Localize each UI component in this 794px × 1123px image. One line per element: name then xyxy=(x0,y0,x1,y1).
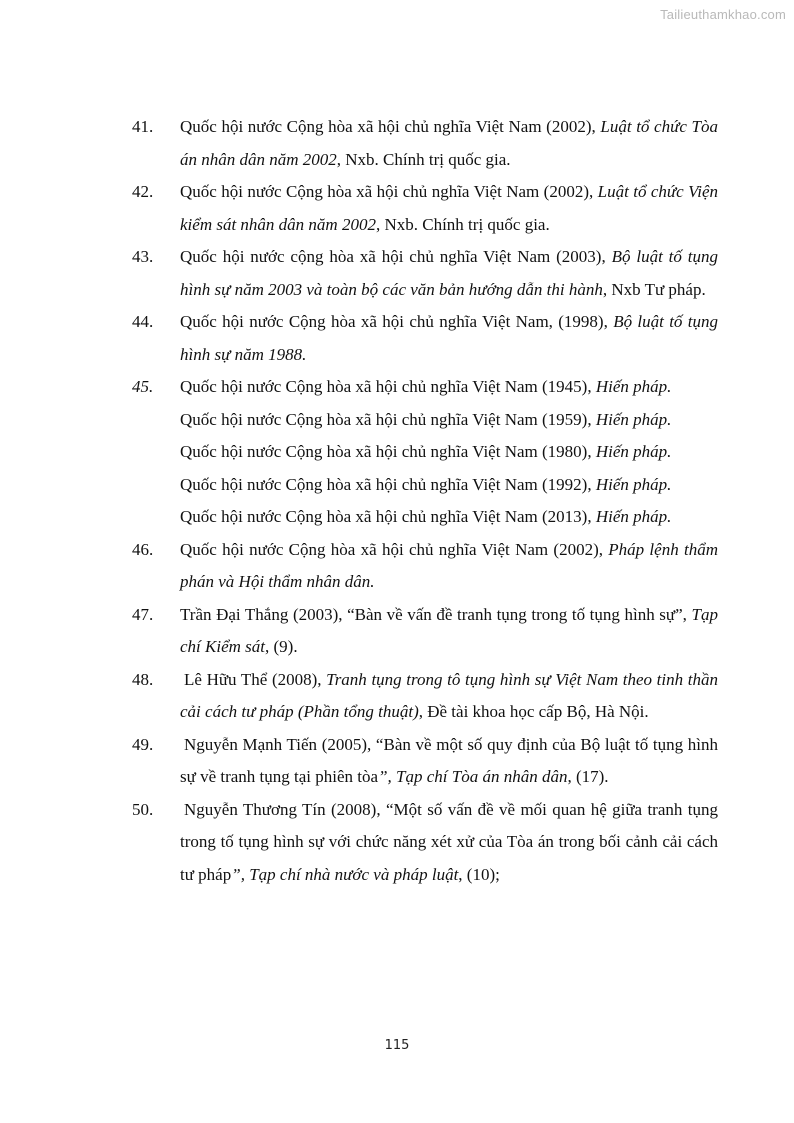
reference-author: Quốc hội nước Cộng hòa xã hội chủ nghĩa Việt Nam (1959), xyxy=(180,409,596,429)
reference-number: 43. xyxy=(132,247,154,266)
reference-publisher: , (10); xyxy=(458,864,500,884)
reference-number: 46. xyxy=(132,539,154,559)
reference-title: Luật tổ chức Viện kiểm sát nhân dân năm 2002 xyxy=(180,182,718,234)
reference-publisher: , (9). xyxy=(265,637,298,656)
reference-number: 48. xyxy=(132,669,154,689)
reference-title: Bộ luật tố tụng hình sự năm 2003 và toàn bộ các văn bản hướng dẫn thi hành xyxy=(180,247,718,299)
reference-number: 42. xyxy=(132,182,154,201)
reference-author: Quốc hội nước Cộng hòa xã hội chủ nghĩa Việt Nam, (1998), xyxy=(180,312,614,331)
reference-item-44 xyxy=(0,306,718,371)
reference-author: Lê Hữu Thể (2008), xyxy=(184,669,327,689)
reference-item-43 xyxy=(0,241,718,306)
reference-item-50 xyxy=(0,794,718,892)
reference-title: Hiến pháp. xyxy=(595,377,672,396)
constitution-line xyxy=(180,501,718,534)
reference-author: Quốc hội nước Cộng hòa xã hội chủ nghĩa Việt Nam (2002), xyxy=(180,539,609,559)
reference-author: Nguyễn Thương Tín (2008), “Một số vấn đề về mối quan hệ giữa tranh tụng trong tố tụng hình sự với chức năng xét xử của Tòa án trong bối cảnh cải cách tư pháp xyxy=(180,799,718,884)
page-number: 115 xyxy=(384,1038,410,1053)
reference-title: Pháp lệnh thẩm phán và Hội thẩm nhân dân. xyxy=(180,539,718,591)
reference-title: ”, Tạp chí Tòa án nhân dân xyxy=(378,767,568,786)
reference-author: Quốc hội nước Cộng hòa xã hội chủ nghĩa Việt Nam (2002), xyxy=(180,182,598,201)
reference-number: 44. xyxy=(132,312,154,331)
reference-item-42 xyxy=(0,176,718,241)
reference-number: 41. xyxy=(132,117,154,136)
reference-item-46 xyxy=(0,534,718,599)
reference-title: Bộ luật tố tụng hình sự năm 1988. xyxy=(180,312,718,364)
reference-title: Luật tổ chức Tòa án nhân dân năm 2002 xyxy=(180,117,718,169)
reference-number: 47. xyxy=(132,604,154,624)
reference-author: Nguyễn Mạnh Tiến (2005), “Bàn về một số quy định của Bộ luật tố tụng hình sự về tranh tụng tại phiên tòa xyxy=(180,734,718,786)
reference-number: 45. xyxy=(132,377,154,396)
reference-author: Quốc hội nước Cộng hòa xã hội chủ nghĩa Việt Nam (1992), xyxy=(180,474,596,494)
reference-publisher: , Nxb Tư pháp. xyxy=(602,279,706,299)
watermark-text: Tailieuthamkhao.com xyxy=(660,7,786,22)
constitution-line xyxy=(180,469,718,502)
reference-item-48 xyxy=(0,664,718,729)
reference-author: Quốc hội nước Cộng hòa xã hội chủ nghĩa Việt Nam (1980), xyxy=(180,442,596,461)
reference-author: Quốc hội nước Cộng hòa xã hội chủ nghĩa Việt Nam (2002), xyxy=(180,117,601,136)
reference-author: Quốc hội nước cộng hòa xã hội chủ nghĩa Việt Nam (2003), xyxy=(180,247,612,266)
reference-item-45 xyxy=(0,371,718,534)
reference-author: Quốc hội nước Cộng hòa xã hội chủ nghĩa Việt Nam (2013), xyxy=(180,507,596,526)
reference-title: Hiến pháp. xyxy=(595,442,672,461)
constitution-line xyxy=(180,371,718,404)
constitution-line xyxy=(180,404,718,437)
reference-publisher: , Đề tài khoa học cấp Bộ, Hà Nội. xyxy=(418,702,649,721)
reference-title: Hiến pháp. xyxy=(595,474,672,494)
reference-author: Quốc hội nước Cộng hòa xã hội chủ nghĩa Việt Nam (1945), xyxy=(180,377,596,396)
reference-item-49 xyxy=(0,729,718,794)
reference-title: Tạp chí Kiểm sát xyxy=(180,604,718,656)
reference-title: Hiến pháp. xyxy=(595,409,672,429)
reference-title: Tranh tụng trong tô tụng hình sự Việt Nam theo tinh thần cải cách tư pháp (Phần tổng thuật) xyxy=(180,669,718,721)
reference-publisher: , Nxb. Chính trị quốc gia. xyxy=(336,149,511,169)
reference-number: 49. xyxy=(132,734,154,754)
reference-item-41 xyxy=(0,111,718,176)
reference-publisher: , Nxb. Chính trị quốc gia. xyxy=(375,214,550,234)
reference-publisher: , (17). xyxy=(567,767,609,786)
reference-list xyxy=(0,111,794,891)
reference-title: ”, Tạp chí nhà nước và pháp luật xyxy=(231,864,459,884)
reference-title: Hiến pháp. xyxy=(595,507,672,526)
reference-author: Trần Đại Thắng (2003), “Bàn về vấn đề tranh tụng trong tố tụng hình sự”, xyxy=(180,604,692,624)
constitution-line xyxy=(180,436,718,469)
reference-number: 50. xyxy=(132,799,154,819)
reference-item-47 xyxy=(0,599,718,664)
